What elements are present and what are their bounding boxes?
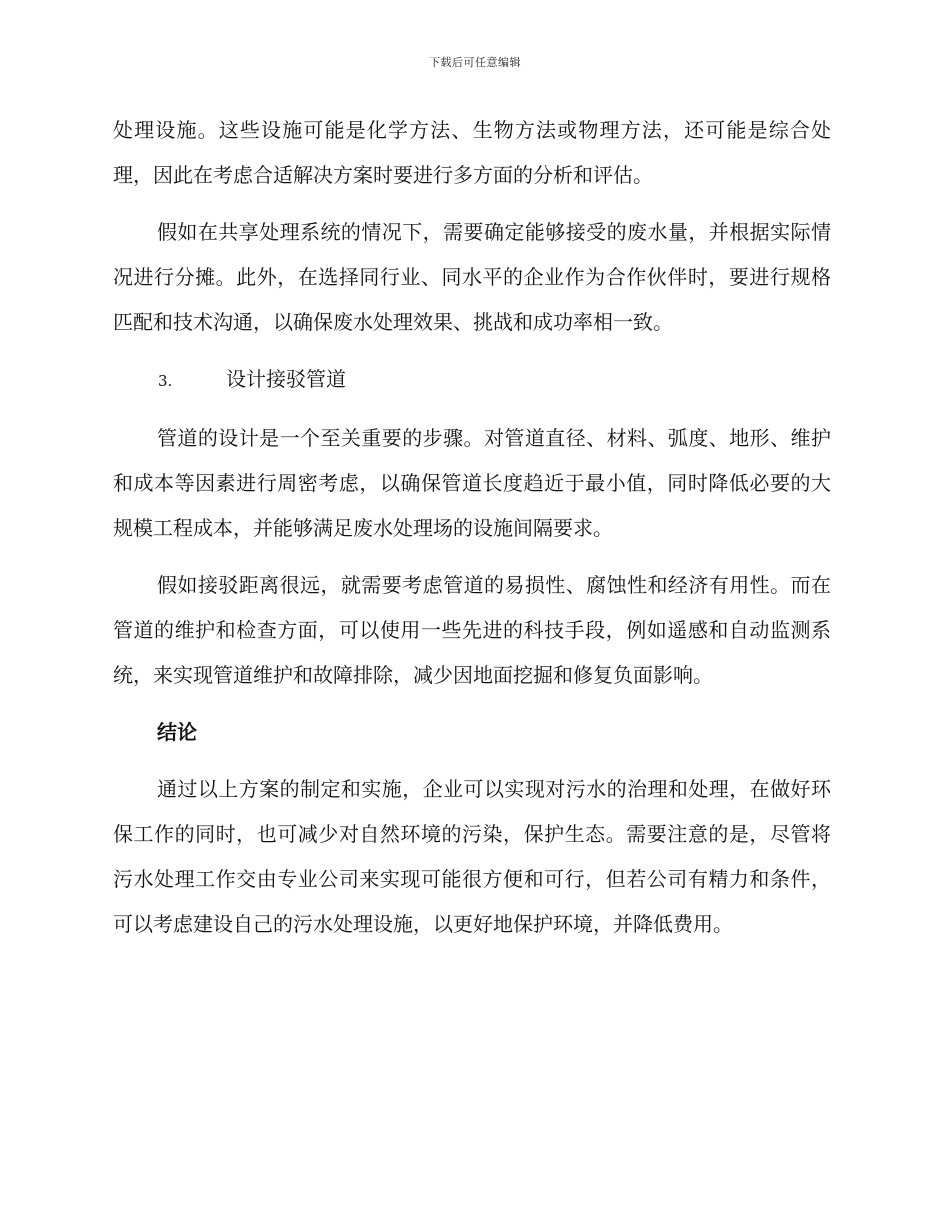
paragraph-conclusion: 通过以上方案的制定和实施，企业可以实现对污水的治理和处理，在做好环保工作的同时，也可减少对自然环境的污染，保护生态。需要注意的是，尽管将污水处理工作交由专业公司来实现可能很方便和可行，但若公司有精力和条件，可以考虑建设自己的污水处理设施，以更好地保护环境，并降低费用。 [113, 777, 831, 936]
conclusion-heading: 结论 [157, 720, 197, 744]
section-number: 3. [158, 372, 173, 390]
section-heading-pipeline [113, 357, 831, 404]
paragraph-treatment-facilities: 处理设施。这些设施可能是化学方法、生物方法或物理方法，还可能是综合处理，因此在考虑合适解决方案时要进行多方面的分析和评估。 [113, 118, 831, 187]
paragraph-pipeline-maintenance: 假如接驳距离很远，就需要考虑管道的易损性、腐蚀性和经济有用性。而在管道的维护和检查方面，可以使用一些先进的科技手段，例如遥感和自动监测系统，来实现管道维护和故障排除，减少因地面挖掘和修复负面影响。 [113, 573, 831, 687]
page-header: 下载后可任意编辑 [429, 56, 521, 69]
section-title-pipeline: 设计接驳管道 [226, 367, 346, 391]
paragraph-shared-system: 假如在共享处理系统的情况下，需要确定能够接受的废水量，并根据实际情况进行分摊。此外，在选择同行业、同水平的企业作为合作伙伴时，要进行规格匹配和技术沟通，以确保废水处理效果、挑战和成功率相一致。 [113, 220, 831, 334]
paragraph-pipeline-design: 管道的设计是一个至关重要的步骤。对管道直径、材料、弧度、地形、维护和成本等因素进行周密考虑，以确保管道长度趋近于最小值，同时降低必要的大规模工程成本，并能够满足废水处理场的设施间隔要求。 [113, 426, 831, 540]
document-body [113, 108, 831, 959]
